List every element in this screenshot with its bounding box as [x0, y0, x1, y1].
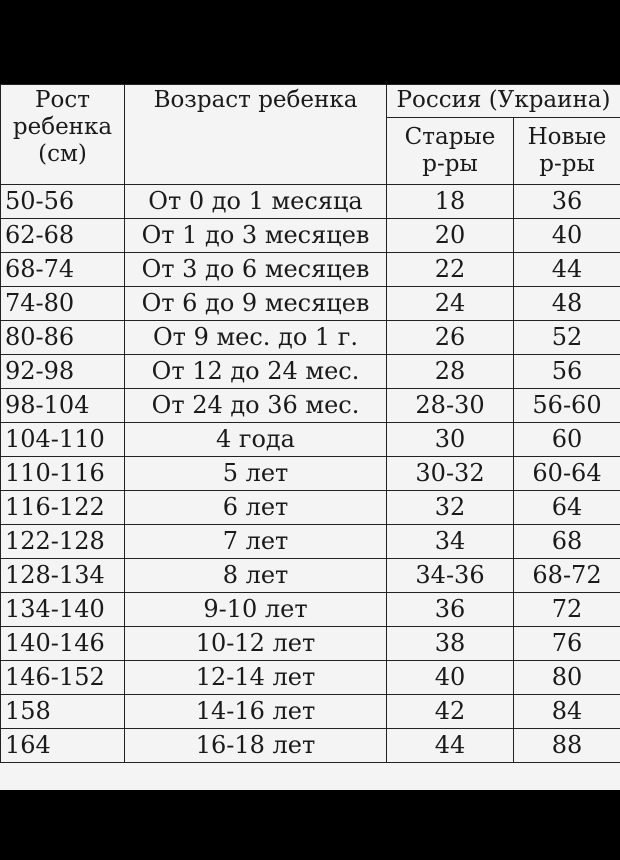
- table-row: [1, 321, 620, 355]
- table-row: [1, 525, 620, 559]
- new-size-cell: 64: [514, 491, 620, 525]
- table-row: [1, 559, 620, 593]
- height-cell: 92-98: [1, 355, 125, 389]
- new-size-cell: 36: [514, 185, 620, 219]
- header-row-top: [1, 85, 620, 118]
- height-cell: 62-68: [1, 219, 125, 253]
- age-cell: 4 года: [125, 423, 387, 457]
- age-cell: От 1 до 3 месяцев: [125, 219, 387, 253]
- table-row: [1, 593, 620, 627]
- height-cell: 116-122: [1, 491, 125, 525]
- new-size-cell: 80: [514, 661, 620, 695]
- new-size-cell: 84: [514, 695, 620, 729]
- old-sizes-line2: р-ры: [422, 151, 478, 177]
- height-cell: 110-116: [1, 457, 125, 491]
- new-size-cell: 48: [514, 287, 620, 321]
- table-row: [1, 355, 620, 389]
- old-sizes-header: [387, 118, 514, 185]
- new-size-cell: 76: [514, 627, 620, 661]
- new-size-cell: 68: [514, 525, 620, 559]
- age-cell: 10-12 лет: [125, 627, 387, 661]
- new-size-cell: 44: [514, 253, 620, 287]
- height-cell: 104-110: [1, 423, 125, 457]
- new-size-cell: 60-64: [514, 457, 620, 491]
- height-header-line3: (см): [38, 141, 87, 168]
- age-cell: От 3 до 6 месяцев: [125, 253, 387, 287]
- new-size-cell: 88: [514, 729, 620, 763]
- height-header-line1: Рост: [35, 87, 90, 113]
- old-size-cell: 32: [387, 491, 514, 525]
- height-cell: 164: [1, 729, 125, 763]
- age-cell: 9-10 лет: [125, 593, 387, 627]
- age-cell: 16-18 лет: [125, 729, 387, 763]
- table-row: [1, 627, 620, 661]
- age-cell: 6 лет: [125, 491, 387, 525]
- old-sizes-line1: Старые: [404, 123, 496, 150]
- new-size-cell: 60: [514, 423, 620, 457]
- new-size-cell: 68-72: [514, 559, 620, 593]
- height-cell: 98-104: [1, 389, 125, 423]
- age-cell: От 9 мес. до 1 г.: [125, 321, 387, 355]
- age-cell: 8 лет: [125, 559, 387, 593]
- new-size-cell: 56-60: [514, 389, 620, 423]
- table-row: [1, 457, 620, 491]
- height-column-header: [1, 85, 125, 185]
- size-chart-sheet: [0, 84, 620, 790]
- table-row: [1, 423, 620, 457]
- old-size-cell: 20: [387, 219, 514, 253]
- old-size-cell: 26: [387, 321, 514, 355]
- new-sizes-header: [514, 118, 620, 185]
- old-size-cell: 24: [387, 287, 514, 321]
- new-size-cell: 72: [514, 593, 620, 627]
- table-row: [1, 661, 620, 695]
- old-size-cell: 22: [387, 253, 514, 287]
- age-cell: 7 лет: [125, 525, 387, 559]
- height-header-line2: ребенка: [12, 114, 113, 141]
- age-cell: От 0 до 1 месяца: [125, 185, 387, 219]
- old-size-cell: 34: [387, 525, 514, 559]
- table-row: [1, 389, 620, 423]
- old-size-cell: 44: [387, 729, 514, 763]
- age-cell: От 6 до 9 месяцев: [125, 287, 387, 321]
- age-cell: От 24 до 36 мес.: [125, 389, 387, 423]
- table-row: [1, 695, 620, 729]
- old-size-cell: 30: [387, 423, 514, 457]
- size-chart-body: [1, 185, 620, 763]
- new-size-cell: 52: [514, 321, 620, 355]
- old-size-cell: 28: [387, 355, 514, 389]
- age-cell: 12-14 лет: [125, 661, 387, 695]
- old-size-cell: 42: [387, 695, 514, 729]
- table-row: [1, 253, 620, 287]
- age-column-header: Возраст ребенка: [125, 85, 387, 185]
- country-header: Россия (Украина): [387, 85, 620, 118]
- height-cell: 128-134: [1, 559, 125, 593]
- age-cell: 5 лет: [125, 457, 387, 491]
- old-size-cell: 36: [387, 593, 514, 627]
- age-cell: От 12 до 24 мес.: [125, 355, 387, 389]
- new-sizes-line1: Новые: [527, 123, 607, 150]
- old-size-cell: 34-36: [387, 559, 514, 593]
- height-cell: 134-140: [1, 593, 125, 627]
- size-chart-table: [0, 84, 620, 763]
- height-cell: 80-86: [1, 321, 125, 355]
- table-row: [1, 729, 620, 763]
- table-row: [1, 185, 620, 219]
- height-cell: 50-56: [1, 185, 125, 219]
- old-size-cell: 30-32: [387, 457, 514, 491]
- table-row: [1, 491, 620, 525]
- height-cell: 68-74: [1, 253, 125, 287]
- table-row: [1, 219, 620, 253]
- old-size-cell: 18: [387, 185, 514, 219]
- new-size-cell: 56: [514, 355, 620, 389]
- old-size-cell: 38: [387, 627, 514, 661]
- height-cell: 122-128: [1, 525, 125, 559]
- age-cell: 14-16 лет: [125, 695, 387, 729]
- height-cell: 74-80: [1, 287, 125, 321]
- old-size-cell: 40: [387, 661, 514, 695]
- height-cell: 158: [1, 695, 125, 729]
- table-row: [1, 287, 620, 321]
- old-size-cell: 28-30: [387, 389, 514, 423]
- height-cell: 146-152: [1, 661, 125, 695]
- height-cell: 140-146: [1, 627, 125, 661]
- new-size-cell: 40: [514, 219, 620, 253]
- new-sizes-line2: р-ры: [539, 151, 595, 177]
